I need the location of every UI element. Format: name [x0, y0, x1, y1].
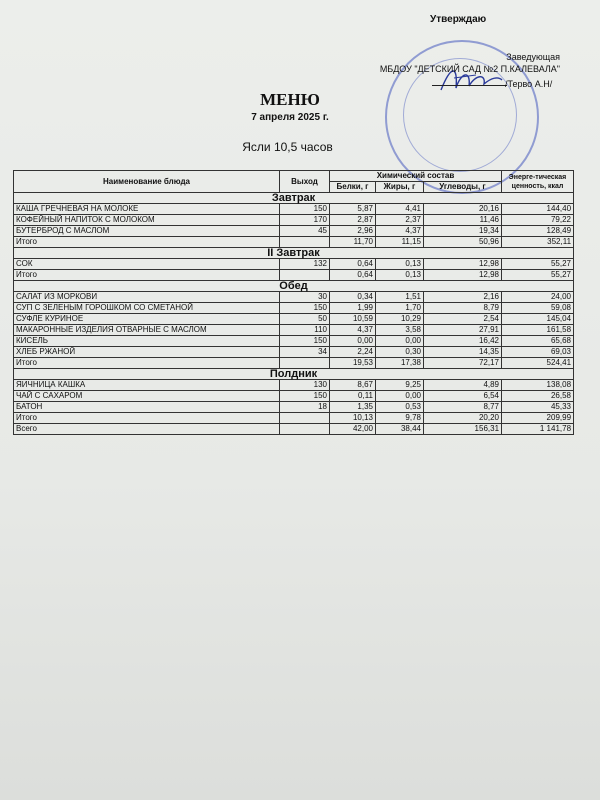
dish-protein: 2,96 — [330, 226, 376, 237]
dish-fat: 4,37 — [376, 226, 424, 237]
grand-total-carb: 156,31 — [424, 424, 502, 435]
table-row — [14, 204, 574, 215]
dish-energy: 55,27 — [502, 259, 574, 270]
total-protein: 11,70 — [330, 237, 376, 248]
dish-name: КИСЕЛЬ — [14, 336, 280, 347]
dish-protein: 2,24 — [330, 347, 376, 358]
total-yield-empty — [280, 358, 330, 369]
director-name: /Терво А.Н/ — [505, 79, 553, 89]
dish-fat: 0,30 — [376, 347, 424, 358]
dish-protein: 2,87 — [330, 215, 376, 226]
total-fat: 11,15 — [376, 237, 424, 248]
dish-carb: 2,54 — [424, 314, 502, 325]
total-row — [14, 413, 574, 424]
grand-total-yield-empty — [280, 424, 330, 435]
table-row — [14, 402, 574, 413]
section-title: II Завтрак — [14, 248, 574, 259]
total-energy: 209,99 — [502, 413, 574, 424]
total-carb: 50,96 — [424, 237, 502, 248]
dish-energy: 59,08 — [502, 303, 574, 314]
dish-energy: 24,00 — [502, 292, 574, 303]
dish-yield: 150 — [280, 336, 330, 347]
dish-name: КОФЕЙНЫЙ НАПИТОК С МОЛОКОМ — [14, 215, 280, 226]
table-row — [14, 314, 574, 325]
section-title: Полдник — [14, 369, 574, 380]
dish-fat: 10,29 — [376, 314, 424, 325]
dish-yield: 170 — [280, 215, 330, 226]
dish-fat: 0,00 — [376, 391, 424, 402]
dish-protein: 8,67 — [330, 380, 376, 391]
total-carb: 72,17 — [424, 358, 502, 369]
dish-carb: 27,91 — [424, 325, 502, 336]
dish-yield: 150 — [280, 391, 330, 402]
dish-energy: 138,08 — [502, 380, 574, 391]
section-row — [14, 281, 574, 292]
dish-name: БАТОН — [14, 402, 280, 413]
dish-protein: 10,59 — [330, 314, 376, 325]
header-chemical: Химический состав — [330, 171, 502, 182]
dish-yield: 110 — [280, 325, 330, 336]
section-title: Обед — [14, 281, 574, 292]
table-row — [14, 325, 574, 336]
table-row — [14, 292, 574, 303]
section-row — [14, 248, 574, 259]
group-name: Ясли 10,5 часов — [242, 140, 333, 154]
header-energy: Энерге-тическая ценность, ккал — [502, 171, 574, 193]
page-title: МЕНЮ — [260, 90, 320, 109]
dish-yield: 18 — [280, 402, 330, 413]
section-row — [14, 369, 574, 380]
dish-protein: 1,35 — [330, 402, 376, 413]
dish-name: КАША ГРЕЧНЕВАЯ НА МОЛОКЕ — [14, 204, 280, 215]
total-energy: 55,27 — [502, 270, 574, 281]
dish-yield: 150 — [280, 303, 330, 314]
dish-protein: 0,64 — [330, 259, 376, 270]
dish-name: ЧАЙ С САХАРОМ — [14, 391, 280, 402]
total-energy: 352,11 — [502, 237, 574, 248]
dish-fat: 3,58 — [376, 325, 424, 336]
dish-energy: 144,40 — [502, 204, 574, 215]
total-label: Итого — [14, 358, 280, 369]
dish-carb: 6,54 — [424, 391, 502, 402]
dish-energy: 26,58 — [502, 391, 574, 402]
dish-energy: 161,58 — [502, 325, 574, 336]
total-yield-empty — [280, 270, 330, 281]
section-title: Завтрак — [14, 193, 574, 204]
dish-energy: 45,33 — [502, 402, 574, 413]
table-row — [14, 380, 574, 391]
dish-name: СУП С ЗЕЛЕНЫМ ГОРОШКОМ СО СМЕТАНОЙ — [14, 303, 280, 314]
table-row — [14, 215, 574, 226]
header-yield: Выход — [280, 171, 330, 193]
dish-energy: 128,49 — [502, 226, 574, 237]
section-row — [14, 193, 574, 204]
table-row — [14, 259, 574, 270]
dish-carb: 19,34 — [424, 226, 502, 237]
dish-carb: 11,46 — [424, 215, 502, 226]
total-yield-empty — [280, 413, 330, 424]
dish-protein: 1,99 — [330, 303, 376, 314]
dish-name: СУФЛЕ КУРИНОЕ — [14, 314, 280, 325]
dish-carb: 16,42 — [424, 336, 502, 347]
dish-yield: 132 — [280, 259, 330, 270]
total-label: Итого — [14, 413, 280, 424]
dish-yield: 34 — [280, 347, 330, 358]
total-row — [14, 237, 574, 248]
header-fat: Жиры, г — [376, 182, 424, 193]
total-label: Итого — [14, 270, 280, 281]
dish-name: СОК — [14, 259, 280, 270]
table-row — [14, 303, 574, 314]
dish-name: ХЛЕБ РЖАНОЙ — [14, 347, 280, 358]
approve-label: Утверждаю — [430, 14, 487, 25]
dish-fat: 1,70 — [376, 303, 424, 314]
dish-carb: 8,79 — [424, 303, 502, 314]
total-carb: 20,20 — [424, 413, 502, 424]
total-fat: 17,38 — [376, 358, 424, 369]
table-row — [14, 336, 574, 347]
dish-name: САЛАТ ИЗ МОРКОВИ — [14, 292, 280, 303]
dish-fat: 9,25 — [376, 380, 424, 391]
dish-fat: 0,13 — [376, 259, 424, 270]
table-row — [14, 391, 574, 402]
dish-carb: 4,89 — [424, 380, 502, 391]
dish-protein: 5,87 — [330, 204, 376, 215]
dish-yield: 50 — [280, 314, 330, 325]
dish-fat: 4,41 — [376, 204, 424, 215]
header-carb: Углеводы, г — [424, 182, 502, 193]
grand-total-row — [14, 424, 574, 435]
dish-protein: 4,37 — [330, 325, 376, 336]
dish-protein: 0,34 — [330, 292, 376, 303]
dish-name: МАКАРОННЫЕ ИЗДЕЛИЯ ОТВАРНЫЕ С МАСЛОМ — [14, 325, 280, 336]
dish-yield: 30 — [280, 292, 330, 303]
total-yield-empty — [280, 237, 330, 248]
total-fat: 0,13 — [376, 270, 424, 281]
grand-total-label: Всего — [14, 424, 280, 435]
total-fat: 9,78 — [376, 413, 424, 424]
dish-yield: 130 — [280, 380, 330, 391]
table-row — [14, 226, 574, 237]
total-row — [14, 358, 574, 369]
dish-protein: 0,00 — [330, 336, 376, 347]
menu-table — [13, 170, 574, 435]
dish-fat: 1,51 — [376, 292, 424, 303]
dish-carb: 12,98 — [424, 259, 502, 270]
dish-fat: 0,53 — [376, 402, 424, 413]
total-protein: 19,53 — [330, 358, 376, 369]
dish-carb: 8,77 — [424, 402, 502, 413]
dish-yield: 45 — [280, 226, 330, 237]
dish-energy: 79,22 — [502, 215, 574, 226]
table-row — [14, 347, 574, 358]
signature-line — [432, 85, 507, 86]
grand-total-fat: 38,44 — [376, 424, 424, 435]
grand-total-energy: 1 141,78 — [502, 424, 574, 435]
total-carb: 12,98 — [424, 270, 502, 281]
header-protein: Белки, г — [330, 182, 376, 193]
dish-energy: 65,68 — [502, 336, 574, 347]
total-label: Итого — [14, 237, 280, 248]
dish-yield: 150 — [280, 204, 330, 215]
organization-name: МБДОУ "ДЕТСКИЙ САД №2 П.КАЛЕВАЛА" — [379, 64, 560, 74]
dish-carb: 20,16 — [424, 204, 502, 215]
dish-name: БУТЕРБРОД С МАСЛОМ — [14, 226, 280, 237]
dish-energy: 69,03 — [502, 347, 574, 358]
total-protein: 0,64 — [330, 270, 376, 281]
dish-energy: 145,04 — [502, 314, 574, 325]
director-title: Заведующая — [506, 52, 560, 62]
dish-name: ЯИЧНИЦА КАШКА — [14, 380, 280, 391]
total-protein: 10,13 — [330, 413, 376, 424]
grand-total-protein: 42,00 — [330, 424, 376, 435]
header-dish-name: Наименование блюда — [14, 171, 280, 193]
total-row — [14, 270, 574, 281]
total-energy: 524,41 — [502, 358, 574, 369]
dish-fat: 0,00 — [376, 336, 424, 347]
dish-fat: 2,37 — [376, 215, 424, 226]
dish-carb: 2,16 — [424, 292, 502, 303]
dish-protein: 0,11 — [330, 391, 376, 402]
dish-carb: 14,35 — [424, 347, 502, 358]
menu-date: 7 апреля 2025 г. — [251, 112, 329, 123]
